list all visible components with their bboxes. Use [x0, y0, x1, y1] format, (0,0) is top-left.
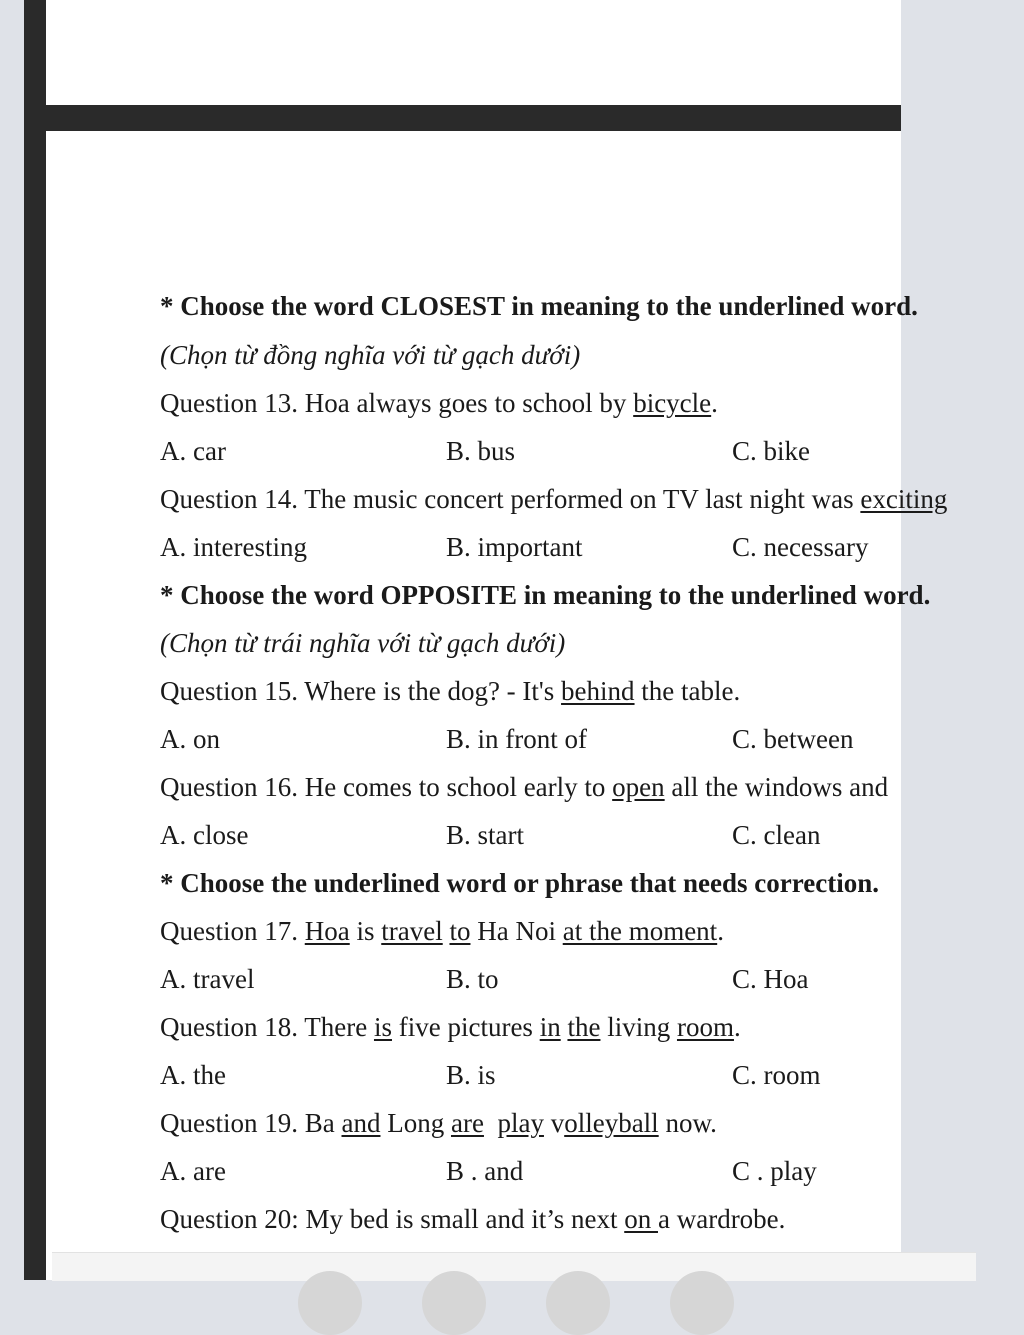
- question-text: Question 19. Ba: [160, 1108, 342, 1138]
- question-text: Question 18. There: [160, 1012, 374, 1042]
- underlined-word: bicycle: [633, 388, 712, 418]
- question-text: .: [711, 388, 718, 418]
- section-heading-correction: * Choose the underlined word or phrase that needs correction.: [160, 868, 879, 898]
- question-text: Long: [380, 1108, 451, 1138]
- section-heading-opposite: * Choose the word OPPOSITE in meaning to the underlined word.: [160, 580, 931, 610]
- q16-option-c: C. clean: [732, 820, 821, 850]
- q19-option-b: B . and: [446, 1156, 524, 1186]
- question-15: [160, 676, 740, 707]
- underlined-word: olleyball: [564, 1108, 659, 1138]
- underlined-word: open: [612, 772, 665, 802]
- q14-option-b: B. important: [446, 532, 583, 562]
- toolbar-circle-button[interactable]: [422, 1271, 486, 1335]
- underlined-word: travel: [381, 916, 443, 946]
- question-text: five pictures: [391, 1012, 540, 1042]
- underlined-word: on: [624, 1204, 658, 1234]
- underlined-word: play: [497, 1108, 544, 1138]
- underlined-word: and: [341, 1108, 381, 1138]
- q17-option-a: A. travel: [160, 964, 255, 994]
- question-text: Question 14. The music concert performed on TV last night was: [160, 484, 861, 514]
- underlined-word: are: [450, 1108, 484, 1138]
- toolbar-circle-button[interactable]: [546, 1271, 610, 1335]
- q16-option-b: B. start: [446, 820, 524, 850]
- question-16: [160, 772, 888, 803]
- question-20: [160, 1204, 785, 1235]
- question-text: .: [717, 916, 724, 946]
- underlined-word: at the moment: [562, 916, 718, 946]
- q16-option-a: A. close: [160, 820, 249, 850]
- question-text: Ha Noi: [470, 916, 563, 946]
- question-text: the table.: [634, 676, 741, 706]
- underlined-word: to: [449, 916, 471, 946]
- question-text: living: [600, 1012, 677, 1042]
- question-18: [160, 1012, 741, 1043]
- question-13: [160, 388, 718, 419]
- underlined-word: room: [676, 1012, 734, 1042]
- question-17: [160, 916, 724, 947]
- question-text: [484, 1108, 498, 1138]
- section-heading-closest: * Choose the word CLOSEST in meaning to the underlined word.: [160, 291, 918, 321]
- underlined-word: Hoa: [304, 916, 350, 946]
- q13-option-a: A. car: [160, 436, 226, 466]
- toolbar-circle-button[interactable]: [298, 1271, 362, 1335]
- question-text: now.: [658, 1108, 717, 1138]
- scroll-edge-bar: [24, 0, 46, 1280]
- underlined-word: behind: [561, 676, 635, 706]
- q18-option-c: C. room: [732, 1060, 821, 1090]
- q14-option-c: C. necessary: [732, 532, 869, 562]
- q17-option-b: B. to: [446, 964, 499, 994]
- q19-option-c: C . play: [732, 1156, 817, 1186]
- question-14: [160, 484, 947, 515]
- question-text: Question 13. Hoa always goes to school by: [160, 388, 634, 418]
- q18-option-a: A. the: [160, 1060, 226, 1090]
- underlined-word: is: [373, 1012, 392, 1042]
- section-note-opposite: (Chọn từ trái nghĩa với từ gạch dưới): [160, 628, 566, 658]
- question-text: .: [733, 1012, 741, 1042]
- question-text: Question 15. Where is the dog? - It's: [160, 676, 562, 706]
- q13-option-c: C. bike: [732, 436, 810, 466]
- q19-option-a: A. are: [160, 1156, 226, 1186]
- question-text: Question 16. He comes to school early to: [160, 772, 613, 802]
- q17-option-c: C. Hoa: [732, 964, 809, 994]
- previous-page: [46, 0, 901, 105]
- toolbar-circle-button[interactable]: [670, 1271, 734, 1335]
- question-text: Question 17.: [160, 916, 305, 946]
- underlined-word: in: [539, 1012, 561, 1042]
- underlined-word: the: [567, 1012, 601, 1042]
- section-note-closest: (Chọn từ đồng nghĩa với từ gạch dưới): [160, 340, 581, 370]
- q15-option-b: B. in front of: [446, 724, 587, 754]
- underlined-word: exciting: [860, 484, 948, 514]
- question-text: v: [543, 1108, 565, 1138]
- page-separator: [46, 105, 901, 131]
- question-text: Question 20: My bed is small and it’s next: [160, 1204, 625, 1234]
- question-text: is: [349, 916, 382, 946]
- q15-option-c: C. between: [732, 724, 854, 754]
- q14-option-a: A. interesting: [160, 532, 307, 562]
- question-text: all the windows and: [664, 772, 889, 802]
- q15-option-a: A. on: [160, 724, 220, 754]
- q13-option-b: B. bus: [446, 436, 516, 466]
- document-page: [46, 131, 948, 1280]
- bottom-toolbar-strip: [52, 1252, 976, 1281]
- q18-option-b: B. is: [446, 1060, 496, 1090]
- question-19: [160, 1108, 717, 1139]
- question-text: a wardrobe.: [657, 1204, 786, 1234]
